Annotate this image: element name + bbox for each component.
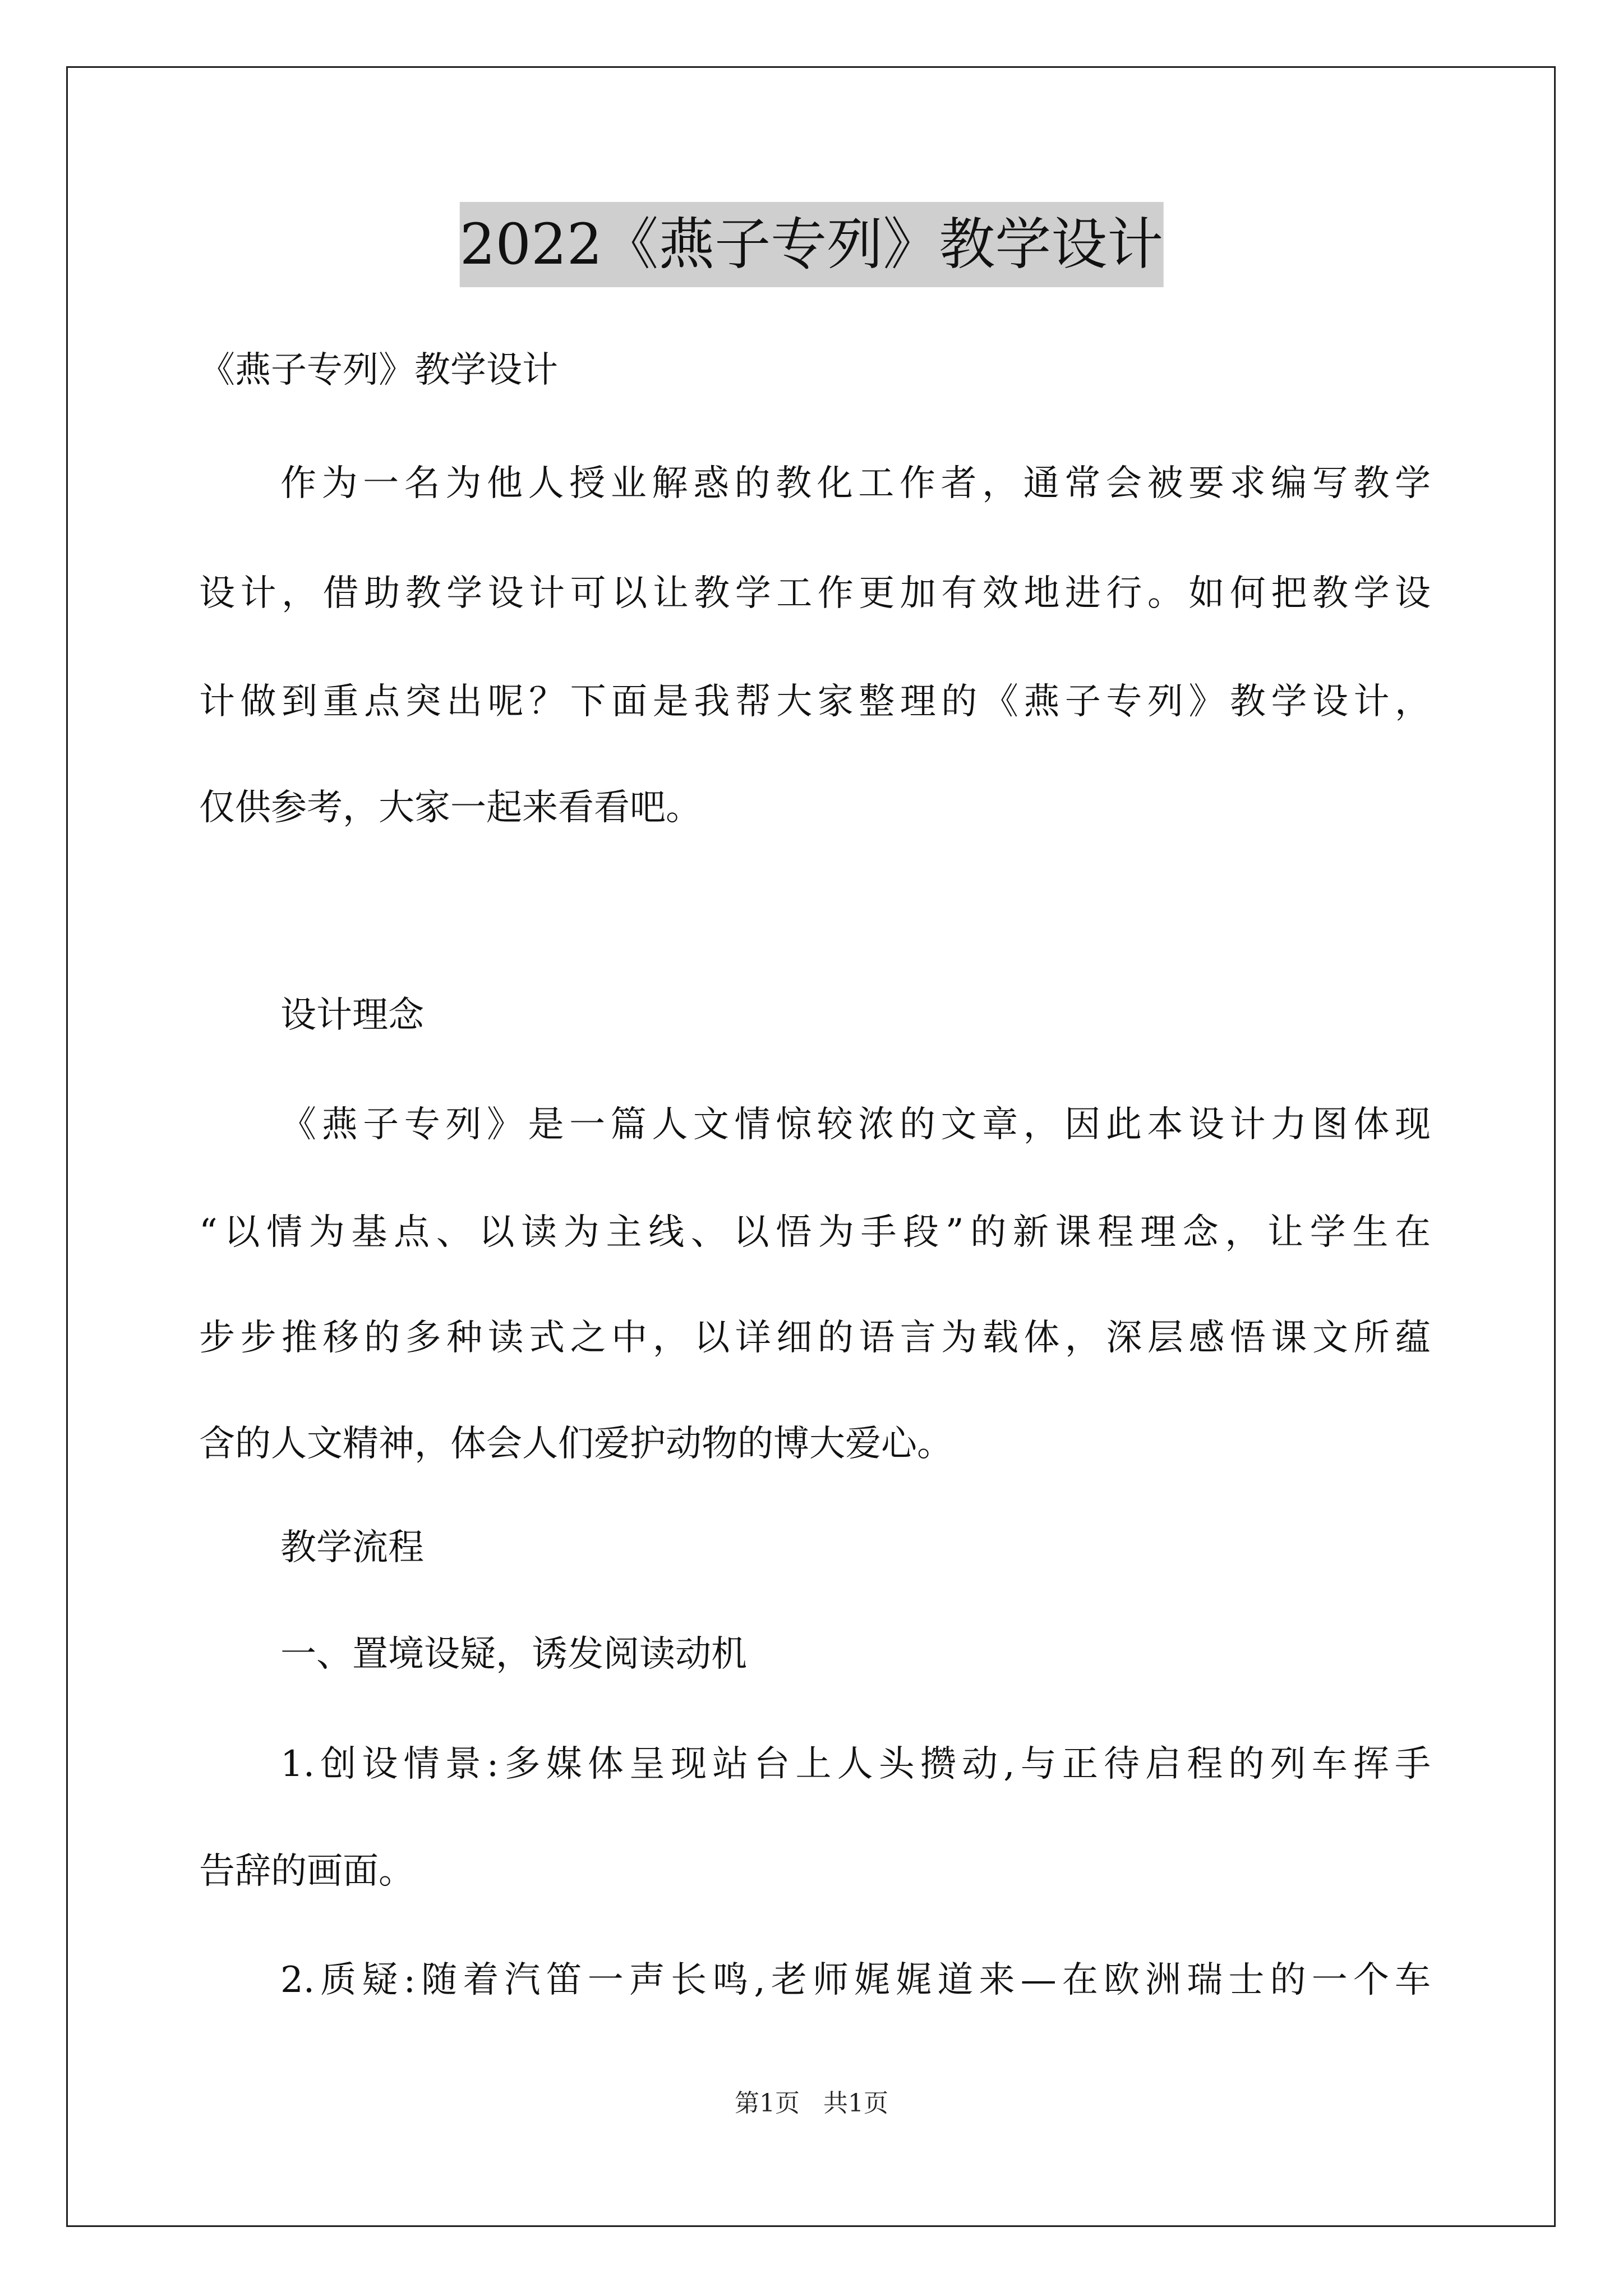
list-item-line: 2.质疑:随着汽笛一声长鸣,老师娓娓道来—在欧洲瑞士的一个车 — [280, 1959, 1431, 2001]
list-item-line: 1.创设情景:多媒体呈现站台上人头攒动,与正待启程的列车挥手 — [280, 1743, 1431, 1785]
page-total: 共1页 — [823, 2089, 888, 2118]
document-subtitle: 《燕子专列》教学设计 — [199, 349, 558, 391]
intro-line: 作为一名为他人授业解惑的教化工作者，通常会被要求编写教学 — [280, 463, 1431, 504]
section-heading-concept: 设计理念 — [280, 995, 424, 1036]
intro-line: 仅供参考，大家一起来看看吧。 — [199, 787, 702, 829]
document-title: 2022《燕子专列》教学设计 — [460, 202, 1164, 287]
section-heading-process: 教学流程 — [280, 1527, 424, 1568]
intro-line: 计做到重点突出呢？下面是我帮大家整理的《燕子专列》教学设计， — [199, 681, 1431, 723]
intro-line: 设计，借助教学设计可以让教学工作更加有效地进行。如何把教学设 — [199, 573, 1431, 614]
step-one-heading: 一、置境设疑，诱发阅读动机 — [280, 1634, 747, 1675]
concept-line: 《燕子专列》是一篇人文情惊较浓的文章，因此本设计力图体现 — [280, 1104, 1431, 1145]
concept-line: 步步推移的多种读式之中，以详细的语言为载体，深层感悟课文所蕴 — [199, 1317, 1431, 1359]
page-number: 第1页 — [735, 2089, 800, 2118]
concept-line: 含的人文精神，体会人们爱护动物的博大爱心。 — [199, 1423, 953, 1465]
concept-line: “以情为基点、以读为主线、以悟为手段”的新课程理念，让学生在 — [199, 1212, 1431, 1253]
page-footer — [0, 2087, 1623, 2120]
list-item-line: 告辞的画面。 — [199, 1851, 414, 1892]
